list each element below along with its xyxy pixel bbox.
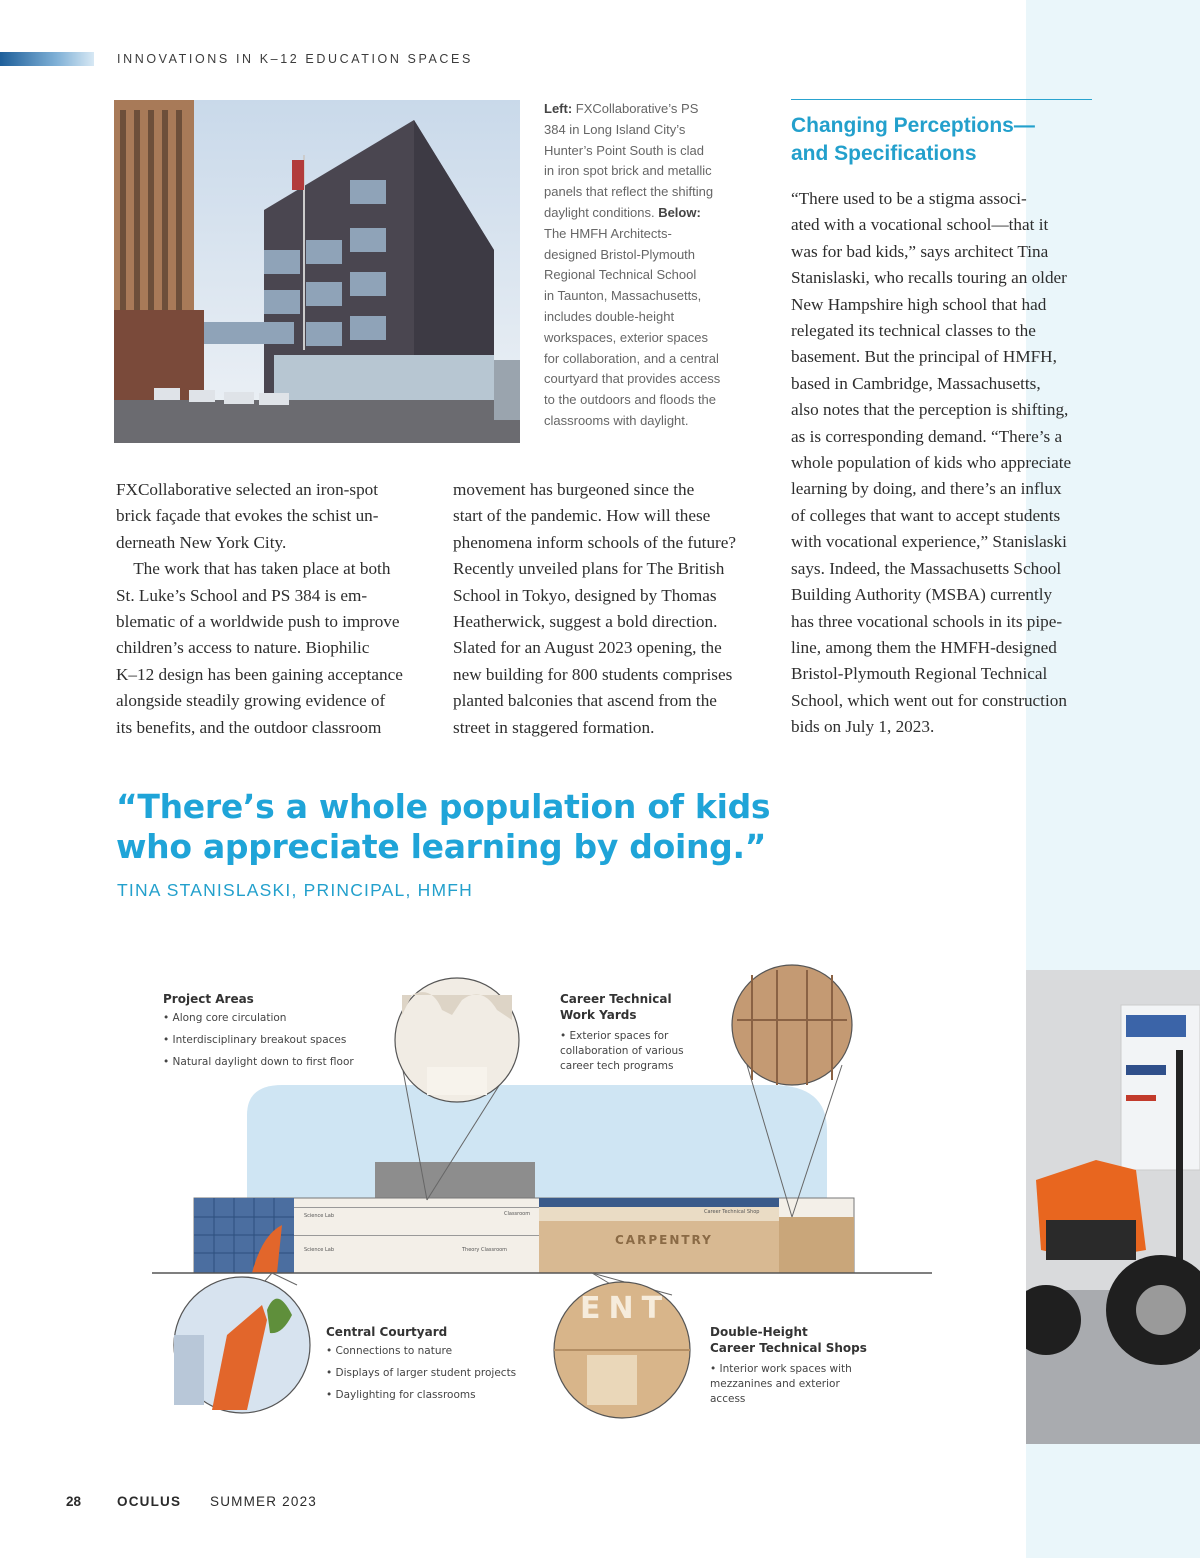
body-line: based in Cambridge, Massachusetts,	[791, 373, 1041, 393]
pull-quote-line: who appreciate learning by doing.”	[116, 827, 767, 866]
school-section-diagram	[152, 955, 932, 1425]
body-line: says. Indeed, the Massachusetts School	[791, 558, 1062, 578]
body-line: learning by doing, and there’s an influx	[791, 479, 1062, 499]
diagram-title: Career Technical	[560, 992, 672, 1006]
diagram-item: • Exterior spaces for	[560, 1030, 669, 1042]
diagram-room-label: Theory Classroom	[462, 1247, 508, 1253]
pull-quote-attribution: TINA STANISLASKI, PRINCIPAL, HMFH	[117, 880, 473, 900]
diagram-title: Double-Height	[710, 1325, 808, 1339]
caption-line: Regional Technical School	[544, 267, 697, 283]
caption-line: includes double-height	[544, 308, 675, 324]
caption-below-label: Below:	[658, 204, 701, 220]
body-line: brick façade that evokes the schist un-	[116, 506, 379, 526]
body-line: also notes that the perception is shifting,	[791, 400, 1069, 420]
body-line: was for bad kids,” says architect Tina	[791, 241, 1049, 261]
diagram-item: • Displays of larger student projects	[326, 1367, 517, 1379]
diagram-title: Career Technical Shops	[710, 1341, 867, 1355]
header-accent-bar	[0, 52, 94, 66]
sidebar-body	[791, 186, 1071, 741]
diagram-item: • Interdisciplinary breakout spaces	[163, 1034, 347, 1046]
body-line: with vocational experience,” Stanislaski	[791, 532, 1067, 552]
caption-line: in Taunton, Massachusetts,	[544, 288, 702, 304]
caption-line: designed Bristol-Plymouth	[544, 246, 696, 262]
caption-line: daylight conditions. Below:	[544, 204, 701, 220]
body-line: as is corresponding demand. “There’s a	[791, 426, 1063, 446]
photo-caption	[544, 99, 754, 432]
body-line: School, which went out for construction	[791, 690, 1067, 710]
body-column-1	[116, 477, 403, 741]
caption-line: classrooms with daylight.	[544, 412, 689, 428]
body-line: Slated for an August 2023 opening, the	[453, 638, 722, 658]
body-line: Stanislaski, who recalls touring an older	[791, 268, 1067, 288]
diagram-project-areas	[163, 991, 354, 1073]
body-line: “There used to be a stigma associ-	[791, 189, 1027, 208]
diagram-room-label: Career Technical Shop	[704, 1209, 760, 1215]
diagram-room-label: Science Lab	[304, 1213, 334, 1219]
diagram-work-yards	[560, 991, 684, 1074]
diagram-title: Project Areas	[163, 992, 254, 1006]
caption-line: for collaboration, and a central	[544, 350, 719, 366]
diagram-title: Work Yards	[560, 1008, 637, 1022]
section-title: INNOVATIONS IN K–12 EDUCATION SPACES	[117, 52, 473, 66]
issue-date: SUMMER 2023	[210, 1494, 317, 1509]
body-line: alongside steadily growing evidence of	[116, 691, 386, 711]
sidebar-heading-line: Changing Perceptions—	[791, 114, 1035, 137]
diagram-central-courtyard	[326, 1324, 516, 1406]
caption-left-label: Left:	[544, 101, 573, 116]
school-building-photo	[114, 100, 520, 443]
caption-line: Left: FXCollaborative’s PS	[544, 101, 699, 116]
body-line: Bristol-Plymouth Regional Technical	[791, 664, 1048, 684]
body-line: basement. But the principal of HMFH,	[791, 347, 1057, 367]
page-number: 28	[66, 1494, 82, 1509]
body-line: new building for 800 students comprises	[453, 664, 733, 684]
caption-line: courtyard that provides access	[544, 371, 721, 387]
tractor-photo	[1026, 970, 1200, 1444]
diagram-item: access	[710, 1393, 746, 1405]
sidebar-heading-line: and Specifications	[791, 142, 977, 165]
diagram-item: • Along core circulation	[163, 1012, 287, 1024]
body-line: children’s access to nature. Biophilic	[116, 638, 370, 658]
diagram-room-label: Classroom	[504, 1211, 531, 1217]
sidebar-rule	[791, 99, 1092, 100]
body-line: movement has burgeoned since the	[453, 480, 695, 499]
body-line: ated with a vocational school—that it	[791, 215, 1049, 235]
body-line: of colleges that want to accept students	[791, 505, 1061, 525]
body-line: St. Luke’s School and PS 384 is em-	[116, 585, 368, 605]
diagram-sign-ent: ENT	[580, 1291, 671, 1326]
diagram-item: • Natural daylight down to first floor	[163, 1056, 354, 1068]
diagram-item: career tech programs	[560, 1060, 674, 1072]
body-line: New Hampshire high school that had	[791, 294, 1047, 314]
caption-line: workspaces, exterior spaces	[544, 329, 709, 345]
body-line: phenomena inform schools of the future?	[453, 532, 737, 552]
body-line: FXCollaborative selected an iron-spot	[116, 480, 379, 499]
body-column-2	[453, 477, 736, 741]
diagram-item: • Connections to nature	[326, 1345, 453, 1357]
pull-quote	[116, 787, 770, 867]
body-line: bids on July 1, 2023.	[791, 717, 935, 737]
body-line: derneath New York City.	[116, 532, 287, 552]
caption-line: Hunter’s Point South is clad	[544, 142, 704, 158]
body-line: its benefits, and the outdoor classroom	[116, 717, 382, 737]
pull-quote-line: “There’s a whole population of kids	[116, 787, 771, 826]
body-line: Building Authority (MSBA) currently	[791, 585, 1053, 605]
body-line: whole population of kids who appreciate	[791, 453, 1072, 473]
caption-line: panels that reflect the shifting	[544, 184, 714, 200]
body-line: School in Tokyo, designed by Thomas	[453, 585, 717, 605]
diagram-item: • Interior work spaces with	[710, 1363, 852, 1375]
body-line: Heatherwick, suggest a bold direction.	[453, 612, 718, 632]
body-line: Recently unveiled plans for The British	[453, 559, 725, 579]
body-line: The work that has taken place at both	[116, 559, 391, 579]
body-line: street in staggered formation.	[453, 717, 655, 737]
diagram-sign-carpentry: CARPENTRY	[615, 1233, 713, 1247]
diagram-room-label: Science Lab	[304, 1247, 334, 1253]
diagram-item: • Daylighting for classrooms	[326, 1389, 476, 1401]
diagram-career-shops	[710, 1324, 867, 1407]
body-line: line, among them the HMFH-designed	[791, 637, 1057, 657]
magazine-name: OCULUS	[117, 1494, 182, 1509]
diagram-item: mezzanines and exterior	[710, 1378, 840, 1390]
caption-line: 384 in Long Island City’s	[544, 121, 686, 137]
caption-line: to the outdoors and floods the	[544, 392, 717, 408]
diagram-item: collaboration of various	[560, 1045, 684, 1057]
body-line: planted balconies that ascend from the	[453, 691, 717, 711]
diagram-title: Central Courtyard	[326, 1325, 448, 1339]
caption-line: in iron spot brick and metallic	[544, 163, 712, 179]
body-line: K–12 design has been gaining acceptance	[116, 664, 403, 684]
body-line: blematic of a worldwide push to improve	[116, 612, 400, 632]
caption-line: The HMFH Architects-	[544, 225, 672, 241]
body-line: start of the pandemic. How will these	[453, 506, 711, 526]
body-line: has three vocational schools in its pipe-	[791, 611, 1063, 631]
body-line: relegated its technical classes to the	[791, 321, 1036, 341]
sidebar-heading	[791, 112, 1091, 168]
